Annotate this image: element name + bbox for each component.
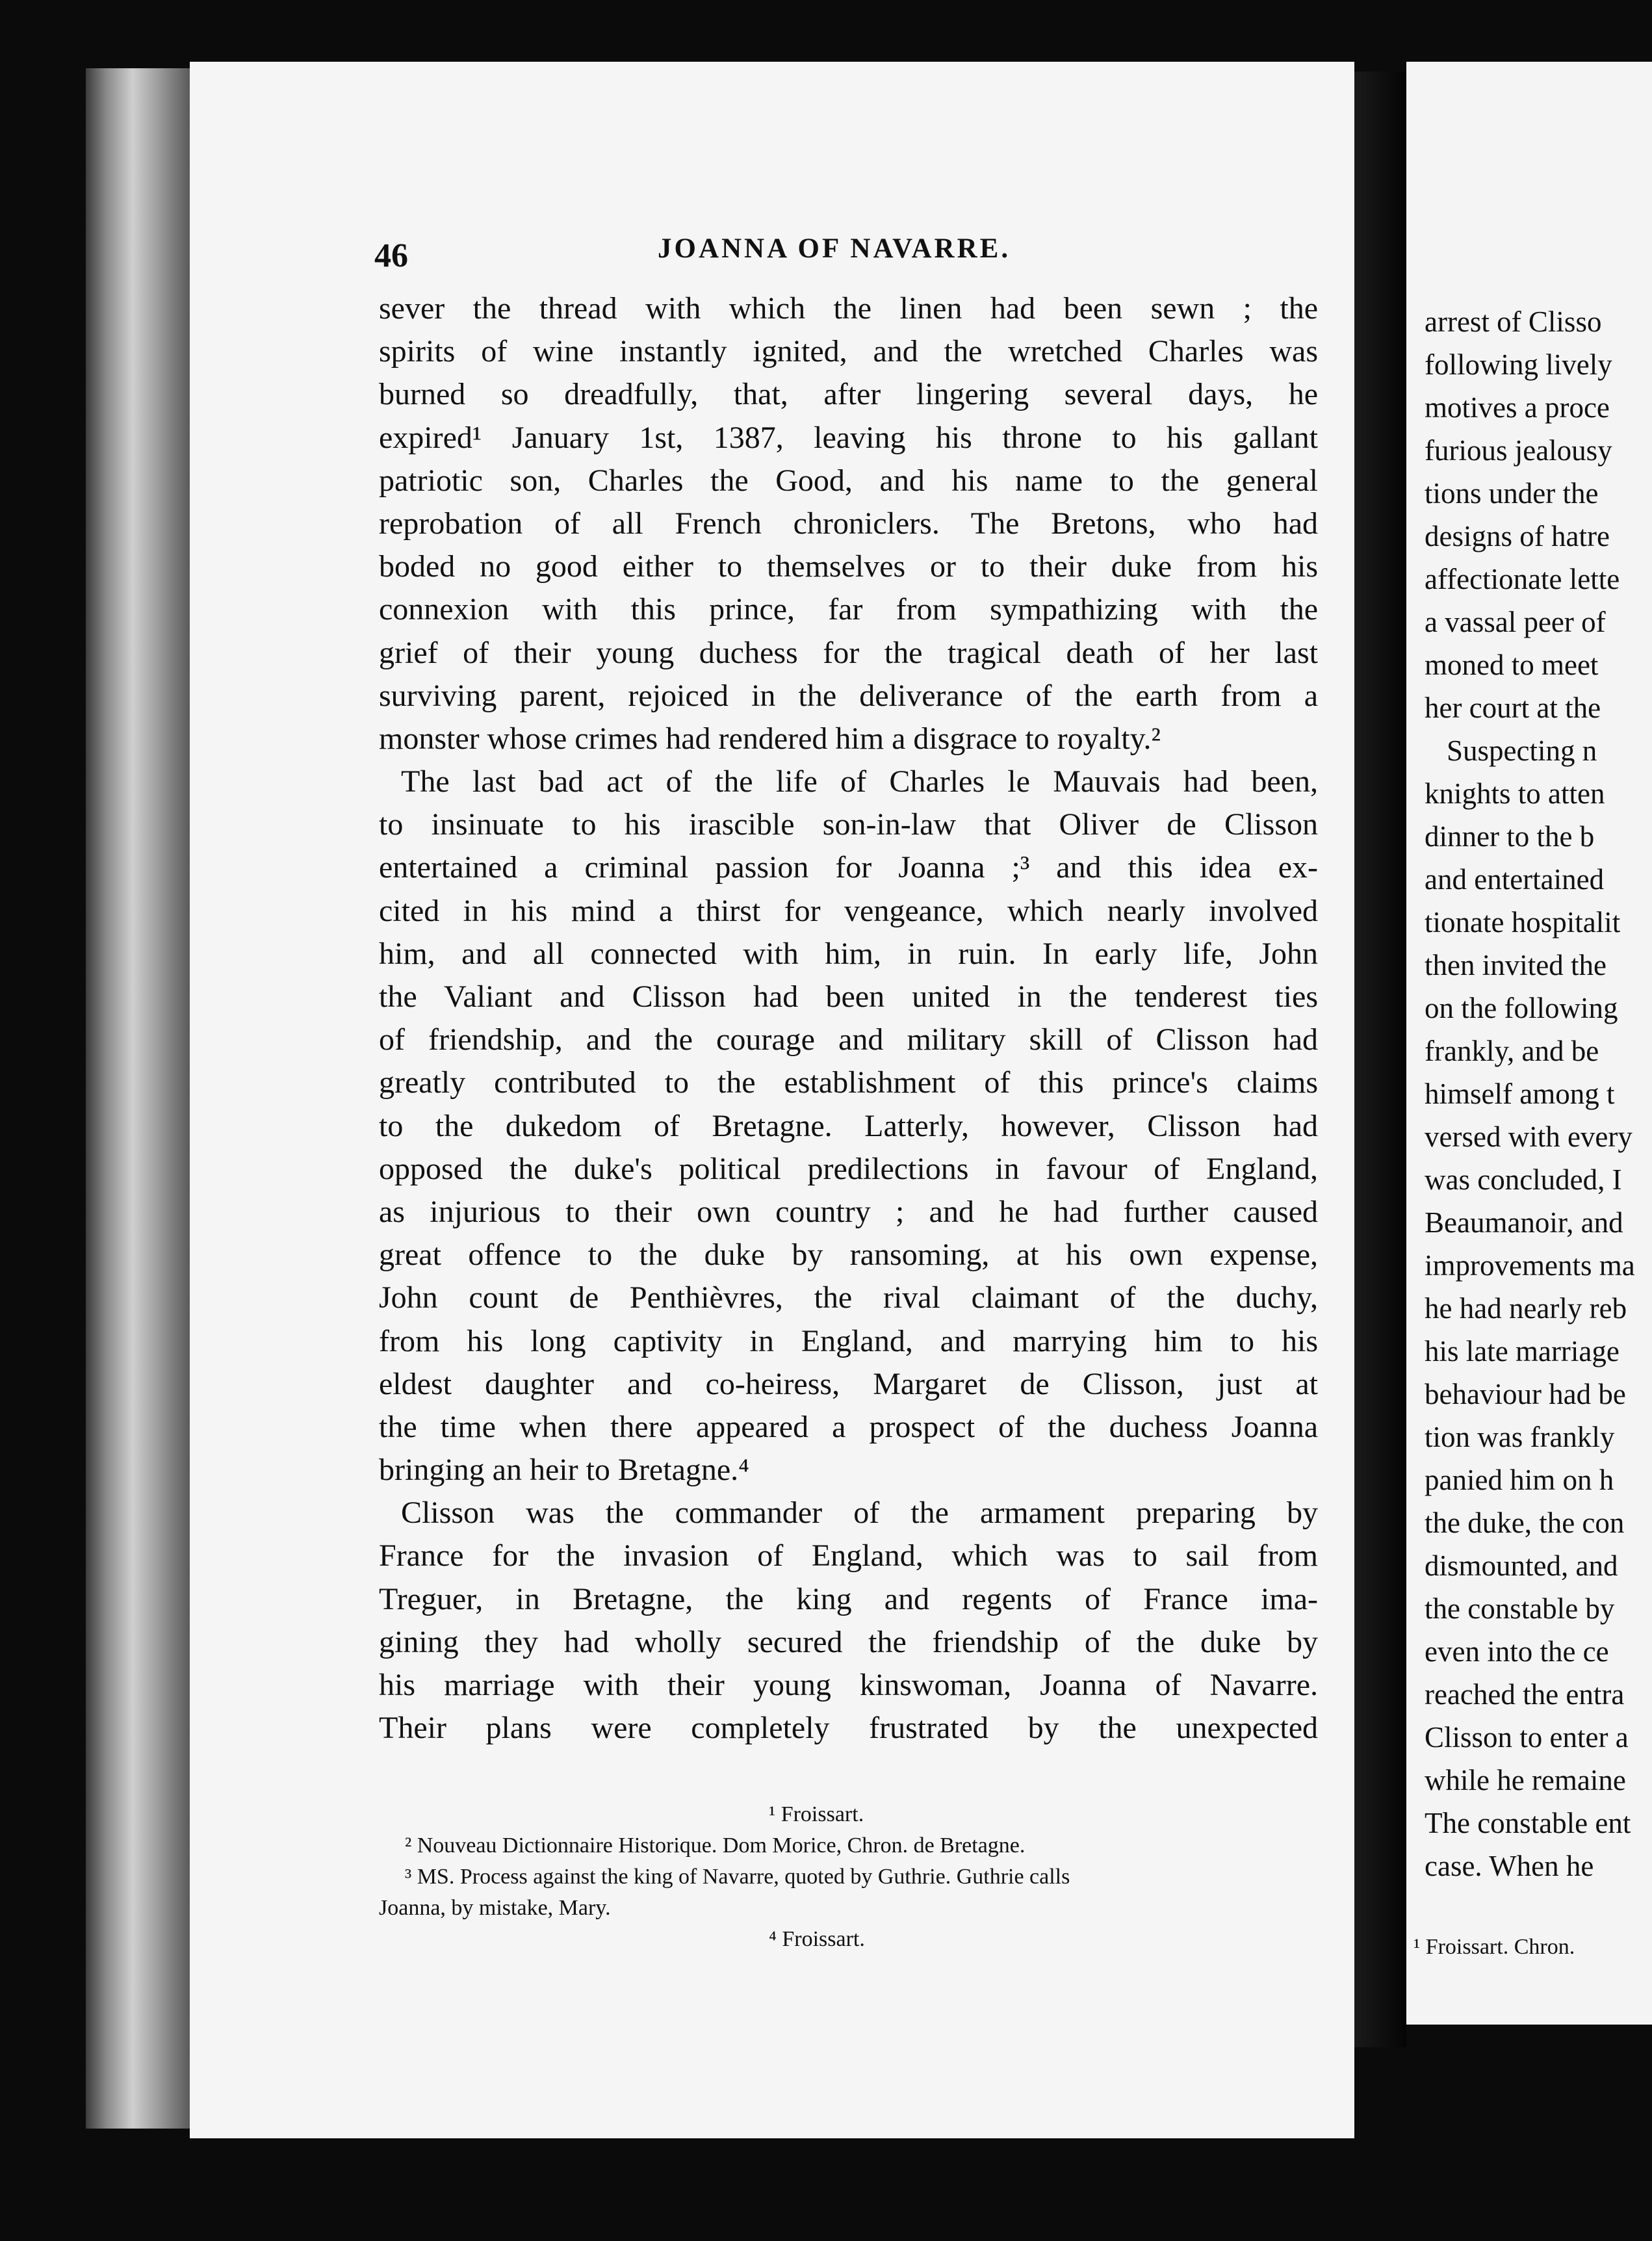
body-line: spirits of wine instantly ignited, and the wretched Charles was	[379, 334, 1318, 369]
next-line: furious jealousy	[1425, 434, 1612, 467]
body-line: expired¹ January 1st, 1387, leaving his throne to his gallant	[379, 420, 1318, 455]
footnote-1: ¹ Froissart.	[769, 1802, 864, 1826]
body-line: sever the thread with which the linen had been sewn ; the	[379, 291, 1318, 326]
body-line: France for the invasion of England, which was to sail from	[379, 1538, 1318, 1574]
next-page-text	[1425, 300, 1652, 1887]
body-line: The last bad act of the life of Charles le Mauvais had been,	[401, 764, 1318, 799]
body-line: the Valiant and Clisson had been united in the tenderest ties	[379, 979, 1318, 1014]
next-line: The constable ent	[1425, 1807, 1631, 1839]
next-line: dinner to the b	[1425, 820, 1595, 853]
body-line: surviving parent, rejoiced in the deliverance of the earth from a	[379, 678, 1318, 713]
footnote-3: ³ MS. Process against the king of Navarre, quoted by Guthrie. Guthrie calls	[405, 1865, 1070, 1889]
next-line: her court at the	[1425, 692, 1601, 724]
body-line: as injurious to their own country ; and he had further caused	[379, 1194, 1318, 1229]
next-line: a vassal peer of	[1425, 606, 1606, 638]
next-line: himself among t	[1425, 1078, 1615, 1110]
next-line: and entertained	[1425, 863, 1605, 896]
next-line: was concluded, I	[1425, 1163, 1622, 1196]
body-line: his marriage with their young kinswoman, Joanna of Navarre.	[379, 1668, 1318, 1702]
next-line: he had nearly reb	[1425, 1292, 1627, 1325]
body-line: to the dukedom of Bretagne. Latterly, however, Clisson had	[379, 1108, 1318, 1143]
next-line: frankly, and be	[1425, 1035, 1599, 1067]
next-line: dismounted, and	[1425, 1549, 1618, 1582]
body-line: monster whose crimes had rendered him a disgrace to royalty.²	[379, 721, 1161, 756]
footnote-3-continued: Joanna, by mistake, Mary.	[379, 1896, 611, 1920]
next-line: moned to meet	[1425, 649, 1599, 681]
body-line: him, and all connected with him, in ruin. In early life, John	[379, 936, 1318, 971]
next-line: Suspecting n	[1447, 734, 1597, 767]
book-spine-edge	[86, 68, 190, 2129]
next-line: tion was frankly	[1425, 1421, 1615, 1453]
body-line: bringing an heir to Bretagne.⁴	[379, 1453, 749, 1488]
next-line: the constable by	[1425, 1592, 1615, 1625]
next-line: then invited the	[1425, 949, 1607, 981]
next-page-footnote: ¹ Froissart. Chron.	[1413, 1935, 1575, 1959]
next-line: case. When he	[1425, 1850, 1594, 1882]
next-line: behaviour had be	[1425, 1378, 1626, 1410]
next-line: tions under the	[1425, 477, 1599, 510]
body-line: gining they had wholly secured the friendship of the duke by	[379, 1624, 1318, 1659]
page-gutter	[1354, 71, 1406, 2047]
next-line: knights to atten	[1425, 777, 1605, 810]
page-number: 46	[374, 237, 408, 274]
next-line: affectionate lette	[1425, 563, 1620, 595]
next-line: motives a proce	[1425, 391, 1610, 424]
next-line: even into the ce	[1425, 1635, 1609, 1668]
body-line: grief of their young duchess for the tragical death of her last	[379, 635, 1318, 670]
body-line: boded no good either to themselves or to their duke from his	[379, 549, 1318, 584]
body-line: to insinuate to his irascible son-in-law that Oliver de Clisson	[379, 807, 1318, 842]
body-line: eldest daughter and co-heiress, Margaret de Clisson, just at	[379, 1366, 1318, 1401]
body-line: reprobation of all French chroniclers. The Bretons, who had	[379, 506, 1318, 541]
body-line: opposed the duke's political predilections in favour of England,	[379, 1151, 1318, 1186]
next-line: versed with every	[1425, 1120, 1633, 1153]
body-line: Treguer, in Bretagne, the king and regents of France ima-	[379, 1581, 1318, 1616]
next-line: panied him on h	[1425, 1464, 1614, 1496]
next-line: his late marriage	[1425, 1335, 1620, 1367]
footnote-4: ⁴ Froissart.	[769, 1927, 865, 1951]
body-line: entertained a criminal passion for Joanna ;³ and this idea ex-	[379, 850, 1318, 885]
body-line: connexion with this prince, far from sympathizing with the	[379, 592, 1318, 627]
body-line: the time when there appeared a prospect of the duchess Joanna	[379, 1409, 1318, 1444]
body-line: from his long captivity in England, and marrying him to his	[379, 1323, 1318, 1358]
body-text	[379, 287, 1318, 1750]
body-line: Their plans were completely frustrated by the unexpected	[379, 1711, 1318, 1746]
body-line: Clisson was the commander of the armament preparing by	[401, 1496, 1318, 1531]
next-line: improvements ma	[1425, 1249, 1635, 1282]
next-line: on the following	[1425, 992, 1618, 1024]
next-line: designs of hatre	[1425, 520, 1610, 552]
next-line: while he remaine	[1425, 1764, 1626, 1796]
body-line: patriotic son, Charles the Good, and his name to the general	[379, 463, 1318, 498]
next-line: following lively	[1425, 348, 1612, 381]
body-line: burned so dreadfully, that, after lingering several days, he	[379, 377, 1318, 412]
next-line: the duke, the con	[1425, 1507, 1625, 1539]
next-line: Beaumanoir, and	[1425, 1206, 1623, 1239]
running-title: JOANNA OF NAVARRE.	[658, 233, 1011, 264]
body-line: John count de Penthièvres, the rival claimant of the duchy,	[379, 1280, 1318, 1315]
body-line: great offence to the duke by ransoming, at his own expense,	[379, 1237, 1318, 1273]
body-line: cited in his mind a thirst for vengeance, which nearly involved	[379, 893, 1318, 928]
footnote-2: ² Nouveau Dictionnaire Historique. Dom Morice, Chron. de Bretagne.	[405, 1833, 1026, 1858]
next-line: arrest of Clisso	[1425, 305, 1602, 338]
body-line: of friendship, and the courage and military skill of Clisson had	[379, 1022, 1318, 1057]
next-line: reached the entra	[1425, 1678, 1625, 1711]
next-line: tionate hospitalit	[1425, 906, 1621, 939]
body-line: greatly contributed to the establishment of this prince's claims	[379, 1065, 1318, 1100]
footnotes	[379, 1799, 1328, 1955]
next-line: Clisson to enter a	[1425, 1721, 1629, 1754]
